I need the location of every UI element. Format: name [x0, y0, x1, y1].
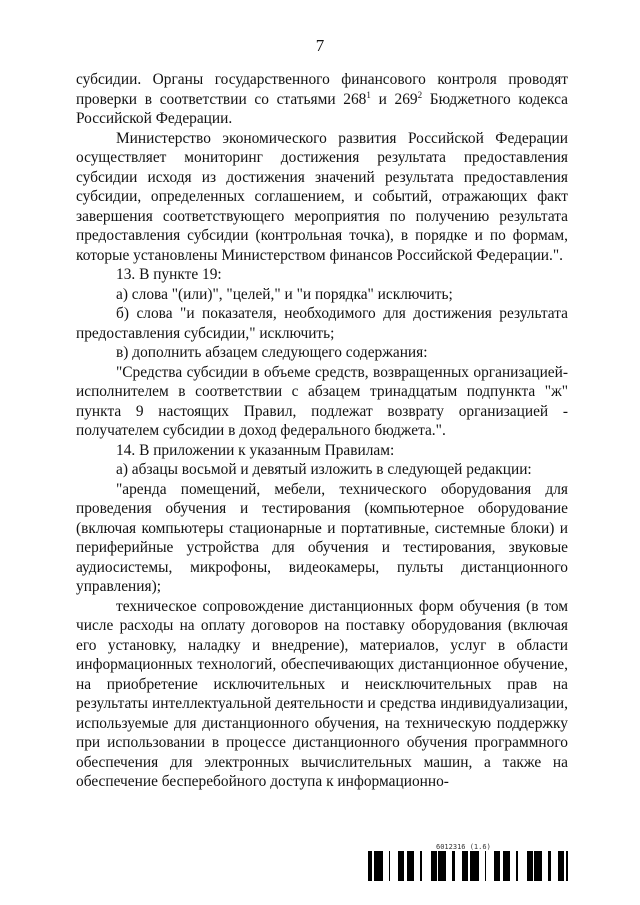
- paragraph-item-13: 13. В пункте 19:: [116, 266, 222, 283]
- paragraph-quote-funds: "Средства субсидии в объеме средств, возвращенных организацией-исполнителем в соответствии с абзацем тринадцатым подпункта "ж" пункта 9 настоящих Правил, подлежат возврату организацией - получателем субсидии в доход федерального бюджета.".: [76, 363, 568, 439]
- paragraph-text: Бюджетного кодекса Российской Федерации.: [76, 90, 568, 127]
- superscript: 1: [366, 89, 371, 100]
- paragraph-text: субсидии. Органы государственного финансового контроля проводят проверки в соответствии со статьями 268: [76, 71, 568, 108]
- paragraph-text: и 269: [370, 90, 418, 108]
- superscript: 2: [417, 89, 423, 100]
- paragraph-item-13a: а) слова "(или)", "целей," и "и порядка" исключить;: [116, 285, 453, 303]
- paragraph-monitoring: Министерство экономического развития Российской Федерации осуществляет мониторинг достижения результата предоставления субсидии исходя из достижения значений результата предоставления субсидии, определенных соглашением, и событий, отражающих факт завершения соответствующего мероприятия по получению результата предоставления субсидии (контрольная точка), в порядке и по формам, которые установлены Министерством финансов Российской Федерации.".: [76, 129, 568, 264]
- paragraph-item-14: 14. В приложении к указанным Правилам:: [116, 441, 395, 459]
- paragraph-tech-support: техническое сопровождение дистанционных форм обучения (в том числе расходы на оплату договоров на поставку оборудования (включая его установку, наладку и внедрение), материалов, услуг в области информационных технологий, обеспечивающих дистанционное обучение, на приобретение исключительных и неисключительных прав на результаты интеллектуальной деятельности и средства индивидуализации, используемые для дистанционного обучения, на техническую поддержку при использовании в процессе дистанционного обучения программного обеспечения для электронных вычислительных машин, а также на обеспечение бесперебойного доступа к информационно-: [76, 597, 568, 790]
- document-body: [76, 70, 568, 792]
- paragraph-item-13b: б) слова "и показателя, необходимого для достижения результата предоставления субсидии," исключить;: [76, 305, 568, 342]
- paragraph-continuation: [76, 70, 568, 129]
- paragraph-quote-rent: "аренда помещений, мебели, технического оборудования для проведения обучения и тестирования (компьютерное оборудование (включая компьютеры стационарные и портативные, системные блоки) и периферийные устройства для обучения и тестирования, звуковые аудиосистемы, микрофоны, видеокамеры, пульты дистанционного управления);: [76, 480, 568, 595]
- paragraph-item-13v: в) дополнить абзацем следующего содержания:: [116, 344, 428, 361]
- paragraph-item-14a: а) абзацы восьмой и девятый изложить в следующей редакции:: [116, 461, 532, 478]
- barcode-caption: 6012316 (1.6): [436, 843, 491, 851]
- barcode-icon: [368, 851, 568, 881]
- page-number: 7: [315, 36, 325, 55]
